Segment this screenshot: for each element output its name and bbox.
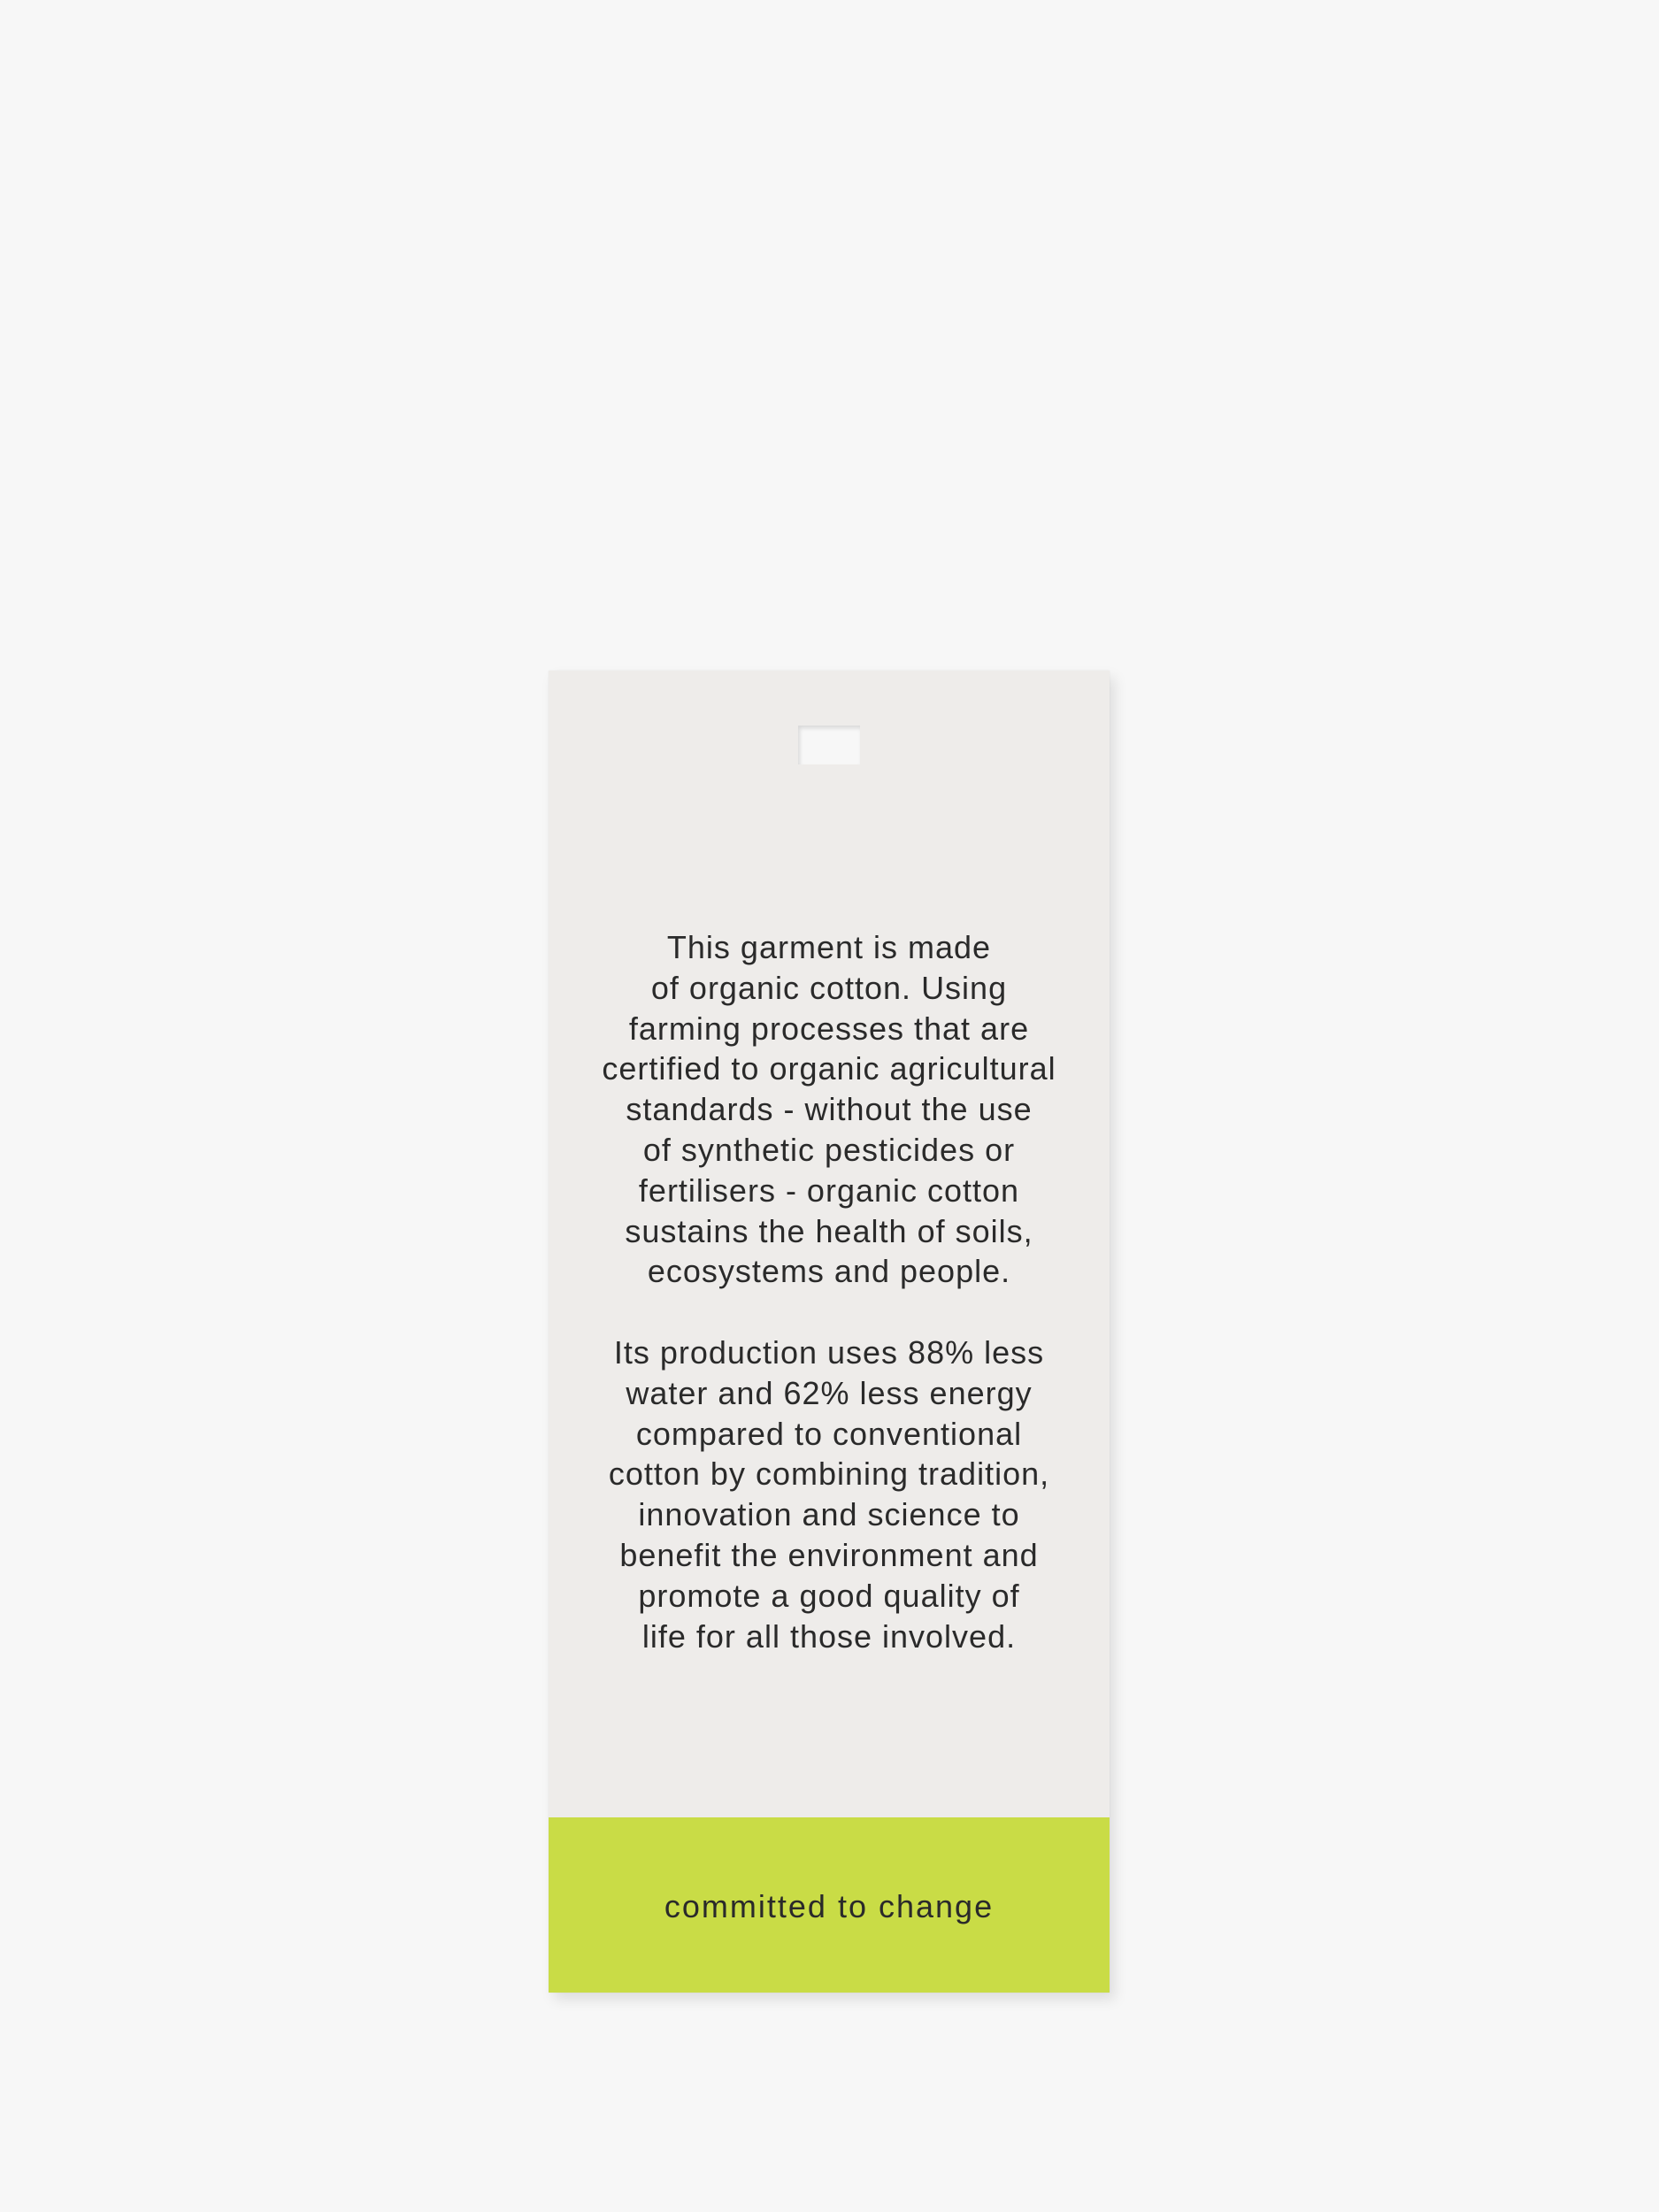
tag-slogan: committed to change [664, 1888, 995, 1924]
tag-text-line: cotton by combining tradition, [608, 1455, 1050, 1493]
tag-text-line: benefit the environment and [619, 1536, 1039, 1573]
tag-green-band [549, 1817, 1110, 1993]
tag-paragraph-1 [575, 927, 1083, 1292]
tag-text-line: promote a good quality of [638, 1577, 1020, 1614]
tag-text-line: fertilisers - organic cotton [638, 1171, 1020, 1209]
tag-text-line: standards - without the use [626, 1091, 1033, 1128]
tag-text-line: Its production uses 88% less [613, 1333, 1045, 1371]
tag-text-line: farming processes that are [628, 1010, 1030, 1047]
tag-text-line: of synthetic pesticides or [642, 1131, 1016, 1168]
paragraph-spacer [575, 1292, 1083, 1333]
tag-text-line: compared to conventional [635, 1415, 1023, 1452]
tag-description [575, 927, 1083, 1656]
tag-text-line: innovation and science to [638, 1496, 1020, 1533]
tag-text-line: of organic cotton. Using [650, 969, 1008, 1006]
tag-text-line: sustains the health of soils, [625, 1212, 1033, 1249]
tag-text-line: water and 62% less energy [626, 1374, 1033, 1411]
tag-text-line: This garment is made [666, 929, 992, 965]
tag-punch-hole [798, 726, 860, 764]
tag-text-line: life for all those involved. [641, 1617, 1017, 1655]
hang-tag [549, 671, 1110, 1993]
tag-paragraph-2 [575, 1333, 1083, 1656]
tag-text-line: certified to organic agricultural [602, 1050, 1056, 1087]
tag-text-line: ecosystems and people. [647, 1253, 1011, 1290]
